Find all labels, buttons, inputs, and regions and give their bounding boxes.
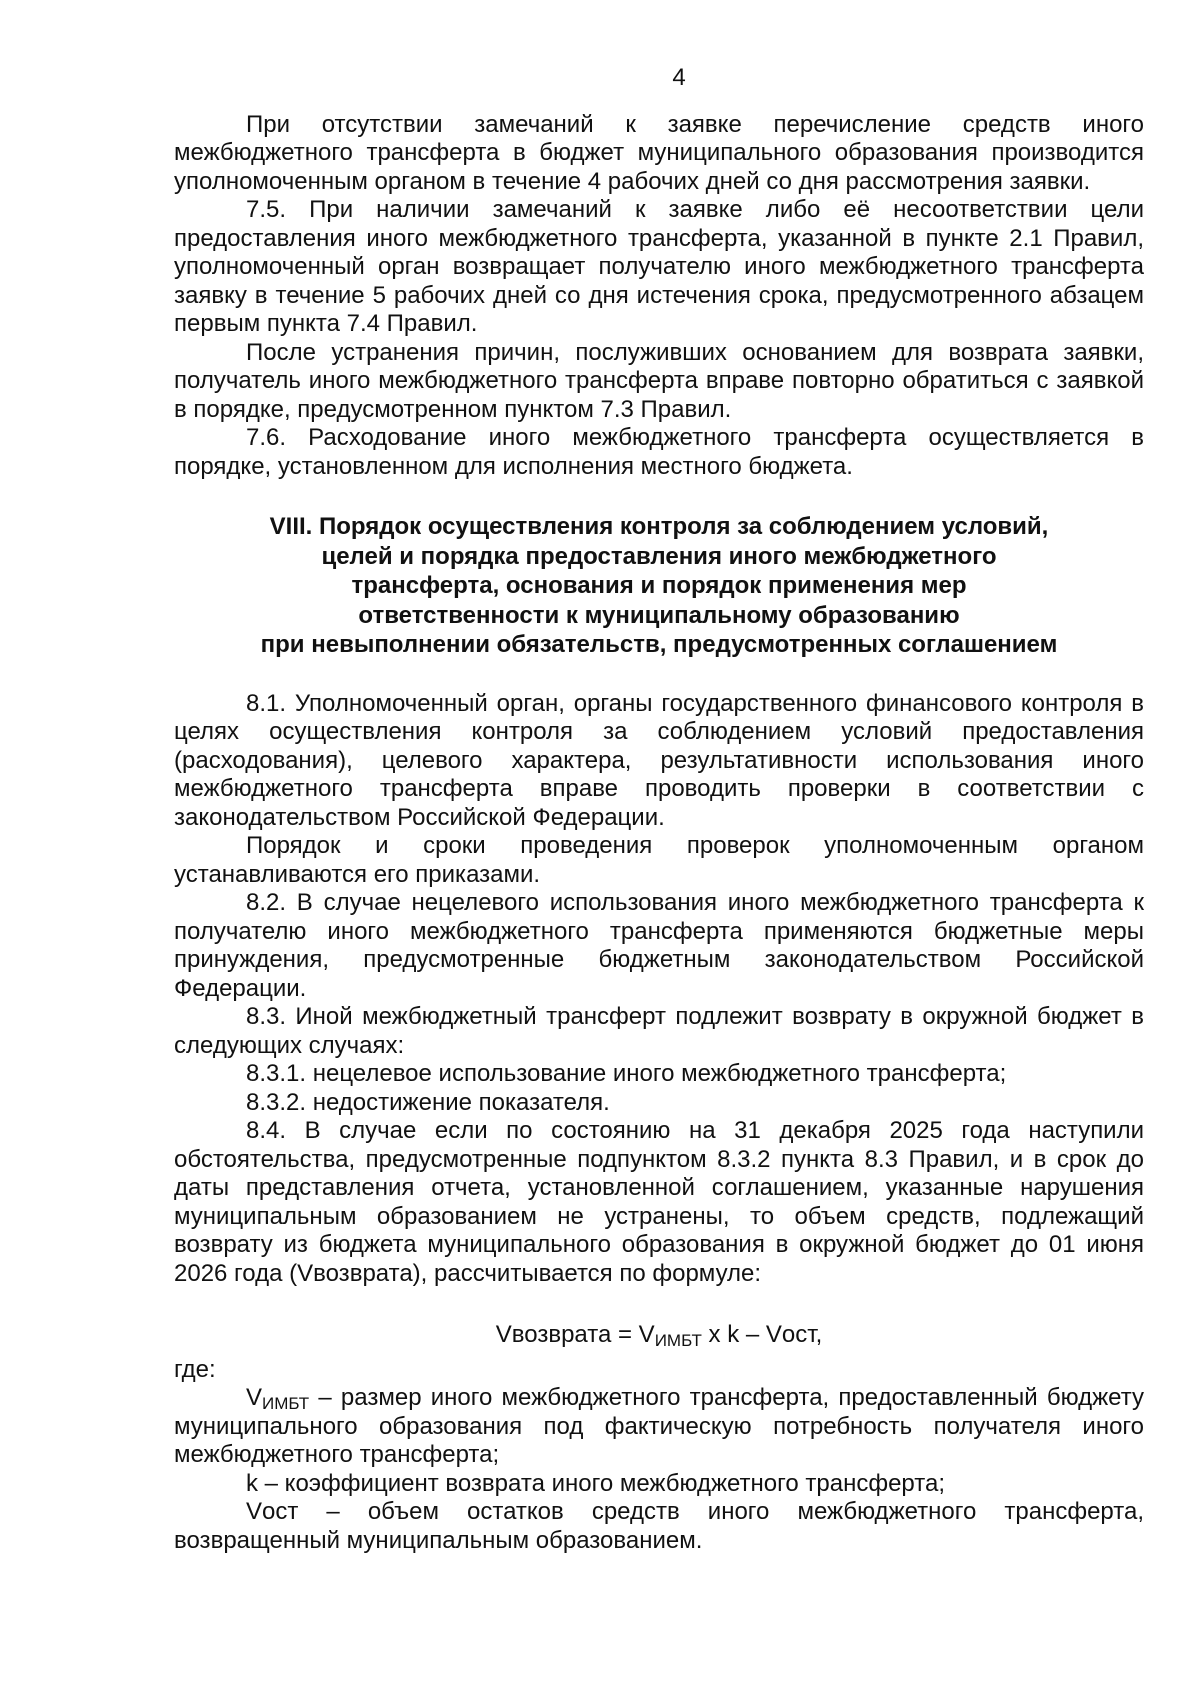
where-label: где: [174,1355,216,1383]
definition-text: – размер иного межбюджетного трансферта, предоставленный бюджету муниципального образования под фактическую потребность получателя иного межбюджетного трансферта; [174,1384,1144,1468]
definition-vost: Vост – объем остатков средств иного межбюджетного трансферта, возвращенный муниципальным образованием. [174,1498,1144,1554]
heading-line: при невыполнении обязательств, предусмотренных соглашением [260,631,1058,658]
paragraph-7-6: 7.6. Расходование иного межбюджетного трансферта осуществляется в порядке, установленном для исполнения местного бюджета. [174,424,1144,480]
section-heading-viii [174,512,1144,660]
definition-symbol: V [246,1384,263,1411]
page-number: 4 [672,64,686,91]
paragraph-8-2: 8.2. В случае нецелевого использования иного межбюджетного трансферта к получателю иного межбюджетного трансферта применяются бюджетные меры принуждения, предусмотренные бюджетным законодательством Российской Федерации. [174,889,1144,1002]
paragraph-inspection-order: Порядок и сроки проведения проверок уполномоченным органом устанавливаются его приказами. [174,832,1144,888]
definition-vimbt [174,1384,1144,1470]
definition-subscript: ИМБТ [262,1394,310,1413]
paragraph-8-3-2: 8.3.2. недостижение показателя. [246,1088,610,1116]
formula-rhs: x k – Vост, [701,1321,823,1348]
paragraph-8-4: 8.4. В случае если по состоянию на 31 декабря 2025 года наступили обстоятельства, предусмотренные подпунктом 8.3.2 пункта 8.3 Правил, и в срок до даты представления отчета, установленной соглашением, указанные нарушения муниципальным образованием не устранены, то объем средств, подлежащий возврату из бюджета муниципального образования в окружной бюджет до 01 июня 2026 года (Vвозврата), рассчитывается по формуле: [174,1117,1144,1287]
paragraph-transfer-no-remarks: При отсутствии замечаний к заявке перечисление средств иного межбюджетного трансферта в бюджет муниципального образования производится уполномоченным органом в течение 4 рабочих дней со дня рассмотрения заявки. [174,110,1144,195]
paragraph-after-elimination: После устранения причин, послуживших основанием для возврата заявки, получатель иного межбюджетного трансферта вправе повторно обратиться с заявкой в порядке, предусмотренном пунктом 7.3 Правил. [174,338,1144,423]
paragraph-8-3: 8.3. Иной межбюджетный трансферт подлежит возврату в окружной бюджет в следующих случаях: [174,1003,1144,1059]
heading-line: ответственности к муниципальному образованию [358,601,960,629]
formula-lhs: Vвозврата = V [495,1321,655,1348]
definition-k: k – коэффициент возврата иного межбюджетного трансферта; [246,1469,945,1497]
paragraph-8-1: 8.1. Уполномоченный орган, органы государственного финансового контроля в целях осуществления контроля за соблюдением условий предоставления (расходования), целевого характера, результативности использования иного межбюджетного трансферта вправе проводить проверки в соответствии с законодательством Российской Федерации. [174,689,1144,831]
return-formula [174,1321,1144,1350]
paragraph-8-3-1: 8.3.1. нецелевое использование иного межбюджетного трансферта; [246,1060,1007,1087]
heading-line: VIII. Порядок осуществления контроля за соблюдением условий, [269,513,1049,540]
formula-subscript: ИМБТ [654,1331,702,1350]
heading-line: трансферта, основания и порядок применения мер [351,572,967,599]
heading-line: целей и порядка предоставления иного межбюджетного [321,542,997,570]
paragraph-7-5: 7.5. При наличии замечаний к заявке либо её несоответствии цели предоставления иного межбюджетного трансферта, указанной в пункте 2.1 Правил, уполномоченный орган возвращает получателю иного межбюджетного трансферта заявку в течение 5 рабочих дней со дня истечения срока, предусмотренного абзацем первым пункта 7.4 Правил. [174,196,1144,337]
